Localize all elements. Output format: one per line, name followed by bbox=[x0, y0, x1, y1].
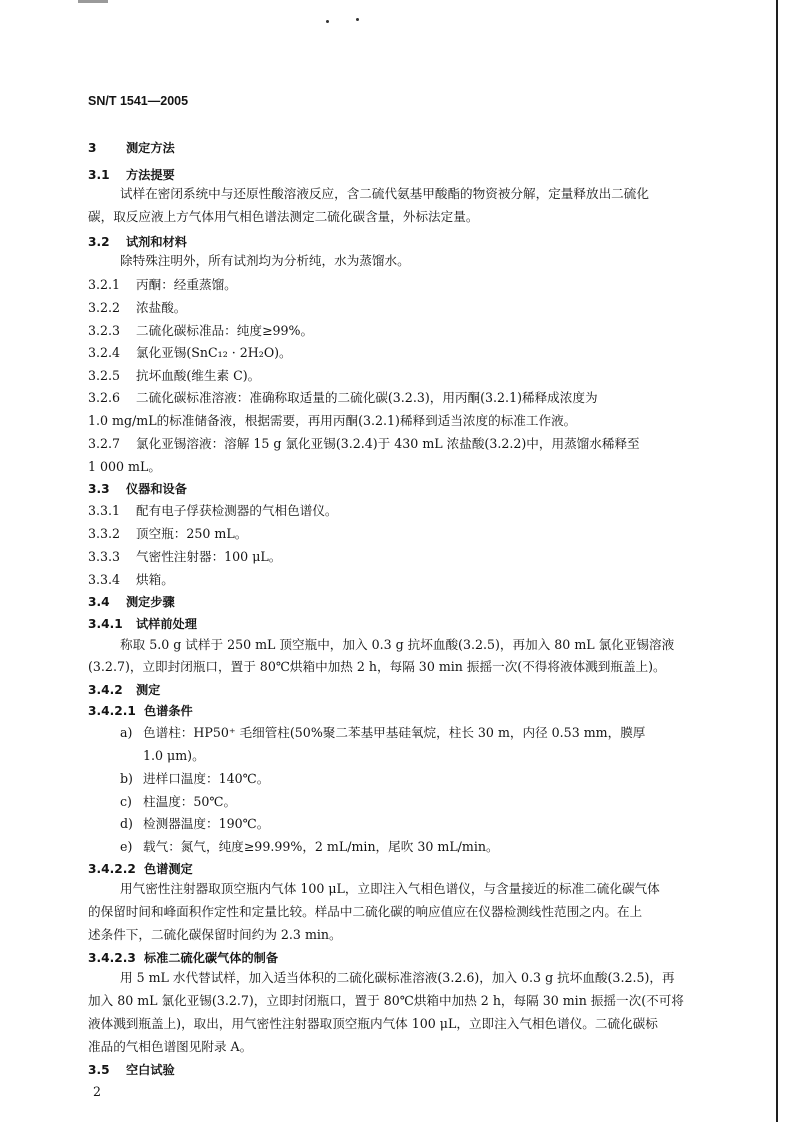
body-text-line bbox=[88, 368, 260, 384]
list-marker: d) bbox=[120, 816, 133, 831]
section-number: 3.2.3 bbox=[88, 323, 121, 338]
section-number: 3.4.2.1 bbox=[88, 704, 136, 718]
line-text: 测定步骤 bbox=[126, 595, 175, 609]
line-text: 检测器温度：190℃。 bbox=[143, 816, 270, 831]
list-marker: b) bbox=[120, 771, 133, 786]
body-text-line bbox=[88, 526, 247, 542]
body-text-line bbox=[120, 637, 674, 653]
line-text: 1.0 μm)。 bbox=[143, 748, 205, 763]
body-text-line bbox=[120, 839, 499, 855]
line-text: 浓盐酸。 bbox=[136, 300, 187, 315]
line-text: 烘箱。 bbox=[136, 572, 174, 587]
line-text: 1.0 mg/mL的标准储备液，根据需要，再用丙酮(3.2.1)稀释到适当浓度的标准工作液。 bbox=[88, 413, 577, 428]
line-text: 氯化亚锡溶液：溶解 15 g 氯化亚锡(3.2.4)于 430 mL 浓盐酸(3.2.2)中，用蒸馏水稀释至 bbox=[136, 436, 640, 451]
scan-speck bbox=[356, 18, 359, 21]
body-text-line bbox=[88, 1039, 252, 1055]
list-marker: a) bbox=[120, 725, 133, 740]
section-number: 3.3.1 bbox=[88, 503, 121, 518]
line-text: 色谱测定 bbox=[144, 862, 193, 876]
section-heading bbox=[88, 234, 187, 250]
section-heading bbox=[88, 1062, 175, 1078]
section-heading bbox=[88, 167, 175, 183]
scan-border-right bbox=[776, 0, 778, 1122]
line-text: 载气：氮气，纯度≥99.99%，2 mL/min，尾吹 30 mL/min。 bbox=[143, 839, 499, 854]
line-text: 丙酮：经重蒸馏。 bbox=[136, 277, 237, 292]
section-number: 3 bbox=[88, 141, 97, 155]
section-number: 3.4 bbox=[88, 595, 110, 609]
section-number: 3.4.2.2 bbox=[88, 862, 136, 876]
section-heading bbox=[88, 861, 193, 877]
line-text: 氯化亚锡(SnC₁₂ · 2H₂O)。 bbox=[136, 345, 292, 360]
body-text-line bbox=[88, 300, 186, 316]
body-text-line bbox=[88, 572, 174, 588]
body-text-line bbox=[88, 993, 684, 1009]
line-text: 述条件下，二硫化碳保留时间约为 2.3 min。 bbox=[88, 927, 342, 942]
line-text: 称取 5.0 g 试样于 250 mL 顶空瓶中，加入 0.3 g 抗坏血酸(3.2.5)，再加入 80 mL 氯化亚锡溶液 bbox=[120, 637, 675, 652]
line-text: 顶空瓶：250 mL。 bbox=[136, 526, 248, 541]
section-number: 3.3 bbox=[88, 482, 110, 496]
section-heading bbox=[88, 703, 193, 719]
line-text: 准品的气相色谱图见附录 A。 bbox=[88, 1039, 253, 1054]
section-heading bbox=[88, 140, 175, 156]
body-text-line bbox=[88, 1016, 658, 1032]
line-text: 气密性注射器：100 μL。 bbox=[136, 549, 282, 564]
body-text-line bbox=[120, 970, 675, 986]
body-text-line bbox=[120, 881, 660, 897]
line-text: 加入 80 mL 氯化亚锡(3.2.7)，立即封闭瓶口，置于 80℃烘箱中加热 2 h，每隔 30 min 振摇一次(不可将 bbox=[88, 993, 684, 1008]
body-text-line bbox=[120, 816, 269, 832]
line-text: 试样前处理 bbox=[136, 617, 197, 631]
list-marker: e) bbox=[120, 839, 133, 854]
line-text: 色谱柱：HP50⁺ 毛细管柱(50%聚二苯基甲基硅氧烷，柱长 30 m，内径 0.53 mm，膜厚 bbox=[143, 725, 646, 740]
line-text: 液体溅到瓶盖上)，取出，用气密性注射器取顶空瓶内气体 100 μL，立即注入气相色谱仪。二硫化碳标 bbox=[88, 1016, 658, 1031]
body-text-line bbox=[88, 323, 313, 339]
section-number: 3.1 bbox=[88, 168, 110, 182]
line-text: 二硫化碳标准溶液：准确称取适量的二硫化碳(3.2.3)，用丙酮(3.2.1)稀释成浓度为 bbox=[136, 390, 598, 405]
section-number: 3.2.5 bbox=[88, 368, 121, 383]
body-text-line bbox=[88, 413, 576, 429]
section-number: 3.4.2 bbox=[88, 683, 123, 697]
line-text: 用 5 mL 水代替试样，加入适当体积的二硫化碳标准溶液(3.2.6)，加入 0.3 g 抗坏血酸(3.2.5)，再 bbox=[120, 970, 675, 985]
section-number: 3.2.6 bbox=[88, 390, 121, 405]
line-text: 标准二硫化碳气体的制备 bbox=[144, 951, 279, 965]
body-text-line bbox=[88, 209, 478, 225]
line-text: 用气密性注射器取顶空瓶内气体 100 μL，立即注入气相色谱仪，与含量接近的标准二硫化碳气体 bbox=[120, 881, 660, 896]
section-number: 3.2.2 bbox=[88, 300, 121, 315]
body-text-line bbox=[88, 503, 338, 519]
body-text-line bbox=[88, 459, 161, 475]
section-number: 3.3.3 bbox=[88, 549, 121, 564]
line-text: 抗坏血酸(维生素 C)。 bbox=[136, 368, 261, 383]
line-text: 测定 bbox=[136, 683, 161, 697]
line-text: 的保留时间和峰面积作定性和定量比较。样品中二硫化碳的响应值应在仪器检测线性范围之内。在上 bbox=[88, 904, 643, 919]
line-text: 测定方法 bbox=[126, 141, 175, 155]
body-text-line bbox=[88, 345, 292, 361]
line-text: 空白试验 bbox=[126, 1063, 175, 1077]
section-heading bbox=[88, 682, 160, 698]
document-header: SN/T 1541—2005 bbox=[88, 94, 189, 108]
scan-speck bbox=[326, 20, 329, 23]
line-text: 进样口温度：140℃。 bbox=[143, 771, 270, 786]
list-marker: c) bbox=[120, 794, 132, 809]
body-text-line bbox=[120, 794, 236, 810]
section-heading bbox=[88, 594, 175, 610]
line-text: 1 000 mL。 bbox=[88, 459, 161, 474]
body-text-line bbox=[88, 390, 598, 406]
line-text: 试样在密闭系统中与还原性酸溶液反应，含二硫代氨基甲酸酯的物资被分解，定量释放出二硫化 bbox=[120, 186, 649, 201]
section-number: 3.3.2 bbox=[88, 526, 121, 541]
line-text: 配有电子俘获检测器的气相色谱仪。 bbox=[136, 503, 338, 518]
body-text-line bbox=[88, 549, 281, 565]
line-text: 柱温度：50℃。 bbox=[143, 794, 237, 809]
section-number: 3.2.1 bbox=[88, 277, 121, 292]
scan-mark-top bbox=[78, 0, 108, 3]
line-text: (3.2.7)，立即封闭瓶口，置于 80℃烘箱中加热 2 h，每隔 30 min 振摇一次(不得将液体溅到瓶盖上)。 bbox=[88, 659, 666, 674]
section-number: 3.4.1 bbox=[88, 617, 123, 631]
section-heading bbox=[88, 950, 278, 966]
line-text: 色谱条件 bbox=[144, 704, 193, 718]
section-number: 3.5 bbox=[88, 1063, 110, 1077]
page-number: 2 bbox=[93, 1084, 102, 1099]
body-text-line bbox=[120, 725, 645, 741]
line-text: 碳，取反应液上方气体用气相色谱法测定二硫化碳含量，外标法定量。 bbox=[88, 209, 479, 224]
line-text: 仪器和设备 bbox=[126, 482, 187, 496]
body-text-line bbox=[88, 436, 640, 452]
body-text-line bbox=[143, 748, 205, 764]
body-text-line bbox=[88, 904, 642, 920]
body-text-line bbox=[88, 927, 342, 943]
section-number: 3.2.4 bbox=[88, 345, 121, 360]
section-number: 3.2.7 bbox=[88, 436, 121, 451]
section-number: 3.2 bbox=[88, 235, 110, 249]
section-heading bbox=[88, 481, 187, 497]
body-text-line bbox=[120, 253, 410, 269]
body-text-line bbox=[88, 659, 666, 675]
line-text: 二硫化碳标准品：纯度≥99%。 bbox=[136, 323, 314, 338]
line-text: 试剂和材料 bbox=[126, 235, 187, 249]
section-heading bbox=[88, 616, 197, 632]
body-text-line bbox=[88, 277, 237, 293]
body-text-line bbox=[120, 186, 649, 202]
section-number: 3.4.2.3 bbox=[88, 951, 136, 965]
line-text: 除特殊注明外，所有试剂均为分析纯，水为蒸馏水。 bbox=[120, 253, 410, 268]
body-text-line bbox=[120, 771, 269, 787]
line-text: 方法提要 bbox=[126, 168, 175, 182]
section-number: 3.3.4 bbox=[88, 572, 121, 587]
